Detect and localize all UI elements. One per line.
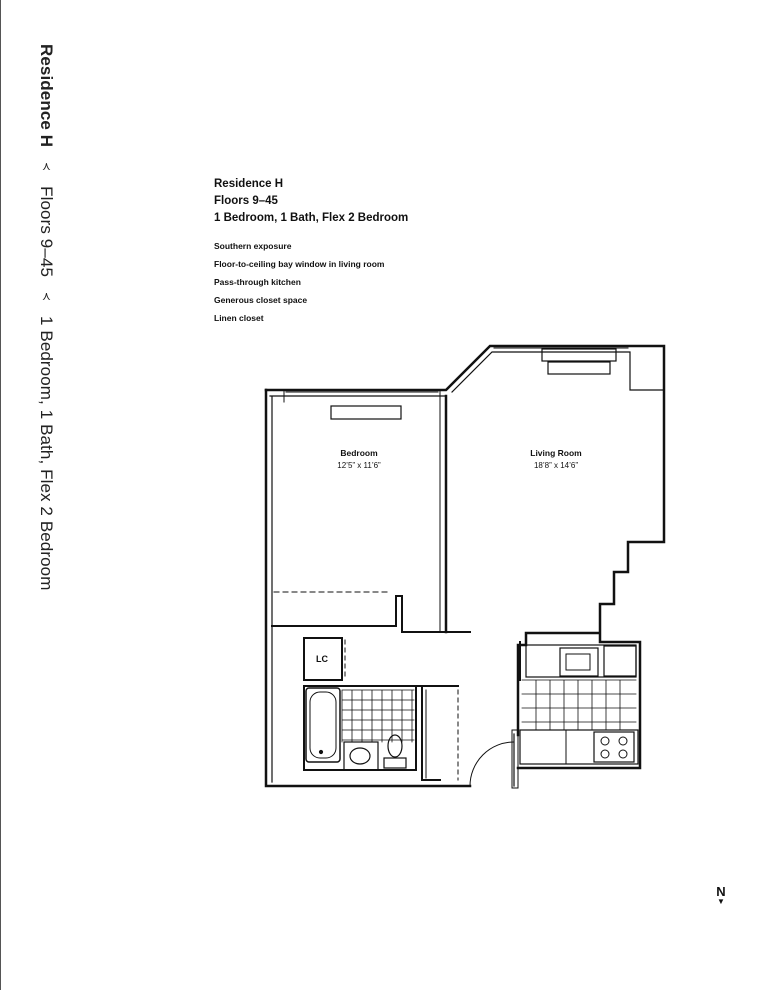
kitchen-floor-tile xyxy=(522,680,636,730)
stove-burner xyxy=(619,737,627,745)
side-title-separator-1: ≺ xyxy=(40,161,52,172)
toilet-tank xyxy=(384,758,406,768)
info-residence: Residence H xyxy=(214,178,284,190)
feature-item: Floor-to-ceiling bay window in living room xyxy=(214,259,385,269)
north-compass xyxy=(714,884,728,906)
kitchen-counter-top xyxy=(526,645,636,677)
door-jamb xyxy=(512,730,518,788)
side-title-separator-2: ≺ xyxy=(40,291,52,302)
side-title-floors: Floors 9–45 xyxy=(37,186,56,278)
exterior-wall-inner xyxy=(270,352,664,782)
feature-item: Pass-through kitchen xyxy=(214,277,301,287)
bathroom-floor-tile xyxy=(342,690,414,742)
stove-burner xyxy=(601,737,609,745)
toilet-bowl xyxy=(388,735,402,757)
feature-item: Generous closet space xyxy=(214,295,308,305)
feature-item: Southern exposure xyxy=(214,241,292,251)
exterior-wall xyxy=(266,346,664,768)
room-label-living: Living Room xyxy=(530,448,582,458)
sink-basin xyxy=(350,748,370,764)
bathtub-inner xyxy=(310,692,336,758)
side-title-residence: Residence H xyxy=(37,44,56,148)
stove-burner xyxy=(619,750,627,758)
north-label: N xyxy=(716,884,726,899)
tub-drain xyxy=(319,750,322,753)
room-label-linen-closet: LC xyxy=(316,654,328,664)
living-window-unit xyxy=(542,349,616,361)
stove-burner xyxy=(601,750,609,758)
bathtub xyxy=(306,688,340,762)
north-arrow-icon: ▼ xyxy=(717,897,725,906)
bedroom-window-unit xyxy=(331,406,401,419)
hall-closet-wall xyxy=(422,686,458,780)
vanity xyxy=(344,742,378,770)
side-title-type: 1 Bedroom, 1 Bath, Flex 2 Bedroom xyxy=(37,316,56,591)
room-label-bedroom: Bedroom xyxy=(340,448,378,458)
feature-item: Linen closet xyxy=(214,313,264,323)
stove xyxy=(594,732,634,762)
refrigerator xyxy=(604,646,636,676)
info-floors: Floors 9–45 xyxy=(214,195,278,207)
info-type: 1 Bedroom, 1 Bath, Flex 2 Bedroom xyxy=(214,212,409,224)
kitchen-counter-bottom xyxy=(520,730,638,764)
room-dims-living: 18’8” x 14’6” xyxy=(533,461,579,470)
living-window-unit-2 xyxy=(548,362,610,374)
kitchen-sink-basin xyxy=(566,654,590,670)
bedroom-window xyxy=(284,390,440,410)
bedroom-closet-wall xyxy=(272,596,402,632)
entry-door-swing xyxy=(470,742,514,786)
room-dims-bedroom: 12’5” x 11’6” xyxy=(337,461,381,470)
